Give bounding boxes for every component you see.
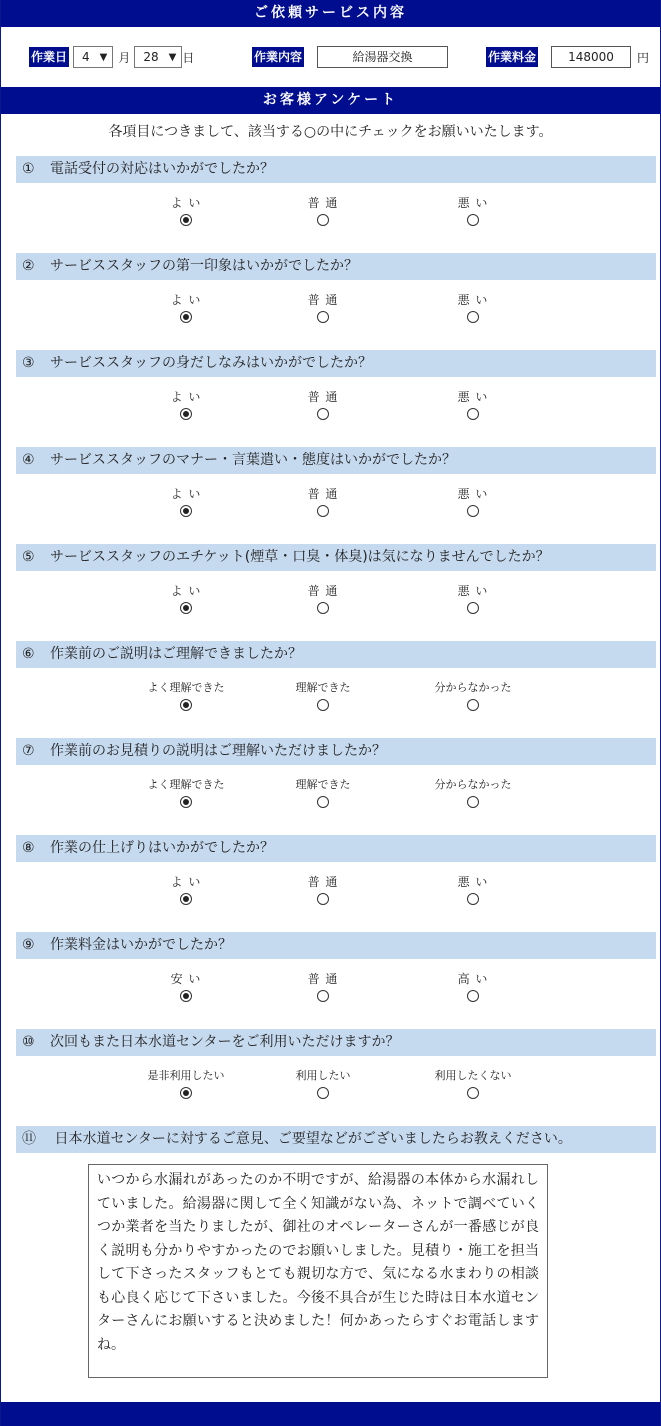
option-8-1 bbox=[126, 875, 246, 905]
chevron-down-icon: ▼ bbox=[168, 51, 177, 63]
radio-button[interactable] bbox=[467, 893, 479, 905]
question-text: 作業前のお見積りの説明はご理解いただけましたか？ bbox=[50, 743, 386, 759]
option-label: 普 通 bbox=[307, 390, 339, 404]
radio-button[interactable] bbox=[180, 1087, 192, 1099]
option-7-2 bbox=[263, 778, 383, 808]
option-label: 高 い bbox=[457, 972, 489, 986]
radio-button[interactable] bbox=[180, 893, 192, 905]
question-number: ③ bbox=[22, 355, 35, 371]
option-10-1 bbox=[126, 1069, 246, 1099]
option-4-2 bbox=[263, 487, 383, 517]
option-label: 悪 い bbox=[457, 390, 489, 404]
radio-button[interactable] bbox=[317, 796, 329, 808]
option-label: 普 通 bbox=[307, 584, 339, 598]
work-info-row bbox=[1, 27, 660, 87]
option-label: 普 通 bbox=[307, 487, 339, 501]
question-number: ⑤ bbox=[22, 549, 35, 565]
option-label: よ い bbox=[170, 487, 202, 501]
option-1-3 bbox=[413, 196, 533, 226]
question-text: サービススタッフのマナー・言葉遣い・態度はいかがでしたか？ bbox=[50, 452, 456, 468]
question-9 bbox=[16, 932, 656, 959]
option-label: よく理解できた bbox=[147, 681, 225, 694]
question-text: サービススタッフの身だしなみはいかがでしたか？ bbox=[50, 355, 372, 371]
option-2-2 bbox=[263, 293, 383, 323]
option-2-3 bbox=[413, 293, 533, 323]
option-label: 利用したくない bbox=[434, 1069, 512, 1082]
option-4-3 bbox=[413, 487, 533, 517]
radio-button[interactable] bbox=[467, 990, 479, 1002]
question-text: 次回もまた日本水道センターをご利用いただけますか？ bbox=[50, 1034, 400, 1050]
month-unit: 月 bbox=[118, 50, 131, 65]
option-label: 普 通 bbox=[307, 972, 339, 986]
radio-button[interactable] bbox=[467, 214, 479, 226]
question-7 bbox=[16, 738, 656, 765]
question-number: ⑦ bbox=[22, 743, 35, 759]
radio-button[interactable] bbox=[317, 505, 329, 517]
work-fee-field[interactable]: 148000 bbox=[551, 46, 631, 68]
question-number: ⑩ bbox=[22, 1034, 35, 1050]
radio-button[interactable] bbox=[180, 505, 192, 517]
radio-button[interactable] bbox=[467, 1087, 479, 1099]
survey-intro: 各項目につきまして、該当する○の中にチェックをお願いいたします。 bbox=[108, 124, 553, 140]
radio-button[interactable] bbox=[317, 214, 329, 226]
radio-button[interactable] bbox=[180, 214, 192, 226]
question-10 bbox=[16, 1029, 656, 1056]
work-fee-label: 作業料金 bbox=[486, 47, 538, 67]
radio-button[interactable] bbox=[180, 990, 192, 1002]
question-text: サービススタッフの第一印象はいかがでしたか？ bbox=[50, 258, 358, 274]
day-unit: 日 bbox=[182, 50, 195, 65]
radio-button[interactable] bbox=[467, 505, 479, 517]
radio-button[interactable] bbox=[467, 602, 479, 614]
question-11 bbox=[16, 1126, 656, 1153]
question-text: 作業の仕上げりはいかがでしたか？ bbox=[50, 840, 274, 856]
option-10-2 bbox=[263, 1069, 383, 1099]
option-1-2 bbox=[263, 196, 383, 226]
option-label: よ い bbox=[170, 196, 202, 210]
option-3-3 bbox=[413, 390, 533, 420]
question-3 bbox=[16, 350, 656, 377]
question-5 bbox=[16, 544, 656, 571]
work-date-label: 作業日 bbox=[29, 47, 69, 67]
option-10-3 bbox=[413, 1069, 533, 1099]
option-label: 普 通 bbox=[307, 293, 339, 307]
footer-bar bbox=[1, 1402, 660, 1426]
question-number: ⑥ bbox=[22, 646, 35, 662]
option-label: 分からなかった bbox=[434, 778, 512, 791]
option-label: よ い bbox=[170, 293, 202, 307]
option-label: 悪 い bbox=[457, 293, 489, 307]
radio-button[interactable] bbox=[317, 990, 329, 1002]
option-label: 安 い bbox=[170, 972, 202, 986]
radio-button[interactable] bbox=[317, 1087, 329, 1099]
radio-button[interactable] bbox=[180, 311, 192, 323]
option-6-3 bbox=[413, 681, 533, 711]
month-value: 4 bbox=[82, 50, 90, 64]
option-1-1 bbox=[126, 196, 246, 226]
radio-button[interactable] bbox=[180, 699, 192, 711]
option-label: 悪 い bbox=[457, 487, 489, 501]
option-label: 悪 い bbox=[457, 584, 489, 598]
radio-button[interactable] bbox=[467, 311, 479, 323]
question-number: ② bbox=[22, 258, 35, 274]
option-label: 理解できた bbox=[295, 681, 351, 694]
radio-button[interactable] bbox=[180, 602, 192, 614]
question-text: 日本水道センターに対するご意見、ご要望などがございましたらお教えください。 bbox=[54, 1131, 572, 1147]
option-5-3 bbox=[413, 584, 533, 614]
question-number: ⑪ bbox=[22, 1131, 36, 1147]
option-label: よ い bbox=[170, 584, 202, 598]
option-label: 普 通 bbox=[307, 196, 339, 210]
radio-button[interactable] bbox=[467, 796, 479, 808]
radio-button[interactable] bbox=[467, 408, 479, 420]
option-label: よく理解できた bbox=[147, 778, 225, 791]
radio-button[interactable] bbox=[317, 602, 329, 614]
option-5-2 bbox=[263, 584, 383, 614]
option-label: よ い bbox=[170, 875, 202, 889]
question-6 bbox=[16, 641, 656, 668]
option-label: 利用したい bbox=[295, 1069, 351, 1082]
radio-button[interactable] bbox=[180, 796, 192, 808]
option-label: 悪 い bbox=[457, 875, 489, 889]
option-8-2 bbox=[263, 875, 383, 905]
radio-button[interactable] bbox=[467, 699, 479, 711]
option-3-1 bbox=[126, 390, 246, 420]
option-label: 是非利用したい bbox=[147, 1069, 225, 1082]
service-header: ご依頼サービス内容 bbox=[1, 0, 660, 27]
chevron-down-icon: ▼ bbox=[99, 51, 108, 63]
month-select[interactable] bbox=[73, 46, 113, 68]
fee-unit: 円 bbox=[637, 50, 650, 65]
question-4 bbox=[16, 447, 656, 474]
option-6-2 bbox=[263, 681, 383, 711]
day-value: 28 bbox=[143, 50, 159, 64]
work-content-field[interactable]: 給湯器交換 bbox=[317, 46, 448, 68]
option-label: 普 通 bbox=[307, 875, 339, 889]
question-text: サービススタッフのエチケット(煙草・口臭・体臭)は気になりませんでしたか？ bbox=[50, 549, 550, 565]
question-8 bbox=[16, 835, 656, 862]
radio-button[interactable] bbox=[317, 408, 329, 420]
option-7-1 bbox=[126, 778, 246, 808]
option-3-2 bbox=[263, 390, 383, 420]
work-content-label: 作業内容 bbox=[252, 47, 304, 67]
option-5-1 bbox=[126, 584, 246, 614]
option-label: 悪 い bbox=[457, 196, 489, 210]
option-6-1 bbox=[126, 681, 246, 711]
option-9-3 bbox=[413, 972, 533, 1002]
radio-button[interactable] bbox=[317, 311, 329, 323]
question-number: ⑨ bbox=[22, 937, 35, 953]
question-number: ⑧ bbox=[22, 840, 35, 856]
option-8-3 bbox=[413, 875, 533, 905]
option-label: 分からなかった bbox=[434, 681, 512, 694]
option-9-1 bbox=[126, 972, 246, 1002]
question-number: ① bbox=[22, 161, 35, 177]
option-label: よ い bbox=[170, 390, 202, 404]
option-2-1 bbox=[126, 293, 246, 323]
question-text: 電話受付の対応はいかがでしたか？ bbox=[50, 161, 274, 177]
radio-button[interactable] bbox=[180, 408, 192, 420]
day-select[interactable] bbox=[134, 46, 182, 68]
comment-textarea[interactable]: いつから水漏れがあったのか不明ですが、給湯器の本体から水漏れしていました。給湯器に関して全く知識がない為、ネットで調べていくつか業者を当たりましたが、御社のオペレーターさんが一番感じが良く説明も分かりやすかったのでお願いしました。見積り・施工を担当して下さったスタッフもとても親切な方で、気になる水まわりの相談も心良く応じて下さいました。今後不具合が生じた時は日本水道センターさんにお願いすると決めました！何かあったらすぐお電話しますね。 bbox=[88, 1164, 548, 1378]
option-7-3 bbox=[413, 778, 533, 808]
survey-header: お客様アンケート bbox=[1, 87, 660, 114]
option-label: 理解できた bbox=[295, 778, 351, 791]
radio-button[interactable] bbox=[317, 699, 329, 711]
question-1 bbox=[16, 156, 656, 183]
question-number: ④ bbox=[22, 452, 35, 468]
radio-button[interactable] bbox=[317, 893, 329, 905]
question-text: 作業前のご説明はご理解できましたか？ bbox=[50, 646, 302, 662]
option-9-2 bbox=[263, 972, 383, 1002]
question-2 bbox=[16, 253, 656, 280]
question-text: 作業料金はいかがでしたか？ bbox=[50, 937, 232, 953]
option-4-1 bbox=[126, 487, 246, 517]
